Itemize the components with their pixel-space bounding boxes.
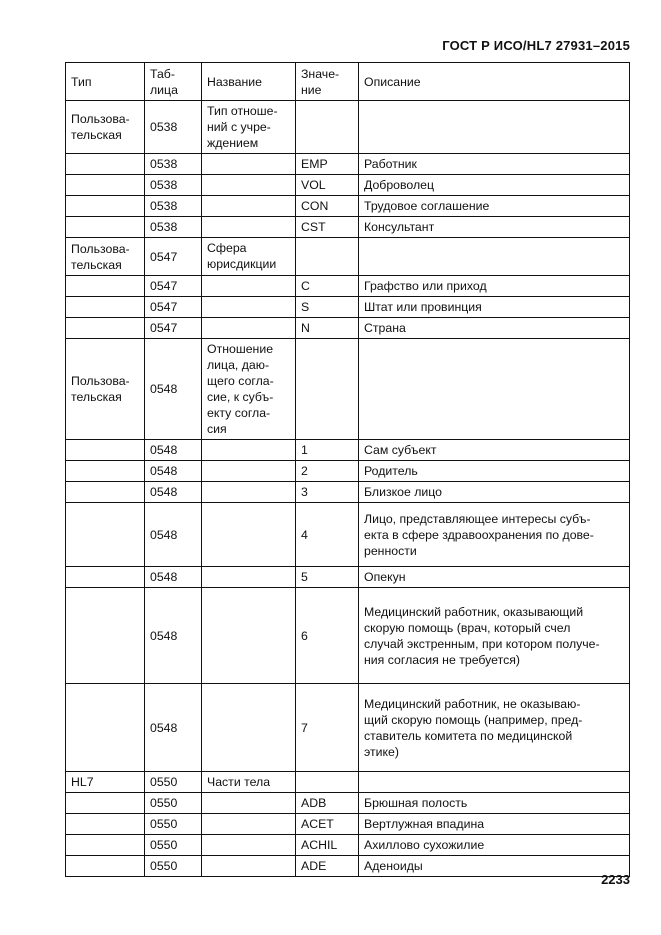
cell-description [359,101,630,154]
cell-table-code: 0548 [145,461,202,482]
cell-description: Медицинский работник, оказывающий скорую помощь (врач, который счел случай экстренным, при котором получе- ния согласия не требуется) [359,588,630,684]
cell-table-code: 0548 [145,588,202,684]
cell-value: CST [296,217,359,238]
cell-value: 1 [296,440,359,461]
cell-value: 6 [296,588,359,684]
cell-name [202,588,296,684]
cell-type [66,276,145,297]
table-row [66,440,630,461]
cell-table-code: 0548 [145,684,202,772]
cell-name [202,217,296,238]
column-header-type: Тип [66,63,145,101]
cell-type [66,196,145,217]
code-table [65,62,630,877]
cell-description: Ахиллово сухожилие [359,835,630,856]
cell-type [66,835,145,856]
cell-type [66,588,145,684]
cell-name [202,175,296,196]
cell-description: Графство или приход [359,276,630,297]
cell-type [66,175,145,196]
cell-value: C [296,276,359,297]
cell-description: Родитель [359,461,630,482]
cell-value: VOL [296,175,359,196]
cell-value [296,238,359,276]
cell-type [66,856,145,877]
column-header-description: Описание [359,63,630,101]
cell-value: 3 [296,482,359,503]
table-row [66,684,630,772]
cell-value: 5 [296,567,359,588]
cell-table-code: 0538 [145,101,202,154]
cell-table-code: 0548 [145,567,202,588]
cell-name [202,503,296,567]
cell-type [66,482,145,503]
cell-type [66,461,145,482]
cell-table-code: 0548 [145,339,202,440]
cell-table-code: 0547 [145,276,202,297]
cell-description: Лицо, представляющее интересы субъ- екта в сфере здравоохранения по дове- ренности [359,503,630,567]
cell-name [202,835,296,856]
cell-name [202,196,296,217]
cell-description: Страна [359,318,630,339]
column-header-name: Название [202,63,296,101]
cell-description: Вертлужная впадина [359,814,630,835]
cell-value: CON [296,196,359,217]
table-row [66,567,630,588]
cell-description [359,339,630,440]
column-header-value: Значе- ние [296,63,359,101]
table-row [66,276,630,297]
cell-description: Доброволец [359,175,630,196]
cell-value: N [296,318,359,339]
cell-type: Пользова- тельская [66,101,145,154]
cell-type [66,684,145,772]
cell-value: EMP [296,154,359,175]
document-header: ГОСТ Р ИСО/HL7 27931–2015 [442,38,630,53]
cell-description: Близкое лицо [359,482,630,503]
cell-description: Работник [359,154,630,175]
cell-description: Опекун [359,567,630,588]
cell-table-code: 0547 [145,318,202,339]
cell-table-code: 0548 [145,482,202,503]
cell-value: S [296,297,359,318]
cell-type [66,440,145,461]
cell-value: ADB [296,793,359,814]
cell-type: HL7 [66,772,145,793]
cell-type [66,567,145,588]
table-row [66,588,630,684]
cell-table-code: 0550 [145,793,202,814]
cell-name [202,154,296,175]
table-row [66,835,630,856]
cell-type [66,217,145,238]
cell-name [202,440,296,461]
cell-description [359,772,630,793]
cell-table-code: 0538 [145,154,202,175]
table-row [66,793,630,814]
table-row [66,318,630,339]
column-header-table: Таб- лица [145,63,202,101]
cell-description: Трудовое соглашение [359,196,630,217]
cell-name: Тип отноше- ний с учре- ждением [202,101,296,154]
cell-name [202,297,296,318]
table-row [66,238,630,276]
cell-name: Части тела [202,772,296,793]
cell-type: Пользова- тельская [66,339,145,440]
cell-table-code: 0538 [145,196,202,217]
cell-type [66,318,145,339]
cell-type [66,297,145,318]
cell-table-code: 0550 [145,856,202,877]
cell-name [202,567,296,588]
table-row [66,461,630,482]
cell-description: Аденоиды [359,856,630,877]
cell-table-code: 0547 [145,297,202,318]
cell-name: Сфера юрисдикции [202,238,296,276]
cell-value: 2 [296,461,359,482]
cell-name [202,318,296,339]
cell-value [296,772,359,793]
page-number: 2233 [601,872,630,887]
cell-value: ADE [296,856,359,877]
cell-name [202,856,296,877]
cell-table-code: 0550 [145,814,202,835]
cell-table-code: 0548 [145,503,202,567]
table-row [66,856,630,877]
cell-name [202,461,296,482]
cell-table-code: 0538 [145,175,202,196]
cell-description: Консультант [359,217,630,238]
cell-value: ACHIL [296,835,359,856]
cell-name [202,684,296,772]
cell-name: Отношение лица, даю- щего согла- сие, к субъ- екту согла- сия [202,339,296,440]
table-row [66,814,630,835]
table-row [66,196,630,217]
cell-description: Медицинский работник, не оказываю- щий скорую помощь (например, пред- ставитель комитета по медицинской этике) [359,684,630,772]
cell-type [66,503,145,567]
table-row [66,217,630,238]
table-row [66,154,630,175]
cell-table-code: 0547 [145,238,202,276]
cell-table-code: 0550 [145,835,202,856]
cell-description: Сам субъект [359,440,630,461]
cell-description: Штат или провинция [359,297,630,318]
cell-table-code: 0548 [145,440,202,461]
cell-description [359,238,630,276]
table-header-row [66,63,630,101]
cell-value: 4 [296,503,359,567]
table-row [66,101,630,154]
cell-type [66,814,145,835]
cell-type [66,154,145,175]
table-row [66,482,630,503]
cell-name [202,482,296,503]
table-row [66,503,630,567]
cell-name [202,793,296,814]
cell-table-code: 0538 [145,217,202,238]
table-row [66,175,630,196]
cell-value [296,101,359,154]
cell-value [296,339,359,440]
cell-type: Пользова- тельская [66,238,145,276]
cell-name [202,814,296,835]
cell-table-code: 0550 [145,772,202,793]
table-row [66,297,630,318]
cell-name [202,276,296,297]
cell-type [66,793,145,814]
cell-value: ACET [296,814,359,835]
cell-value: 7 [296,684,359,772]
cell-description: Брюшная полость [359,793,630,814]
table-row [66,772,630,793]
table-row [66,339,630,440]
table-body [66,101,630,877]
